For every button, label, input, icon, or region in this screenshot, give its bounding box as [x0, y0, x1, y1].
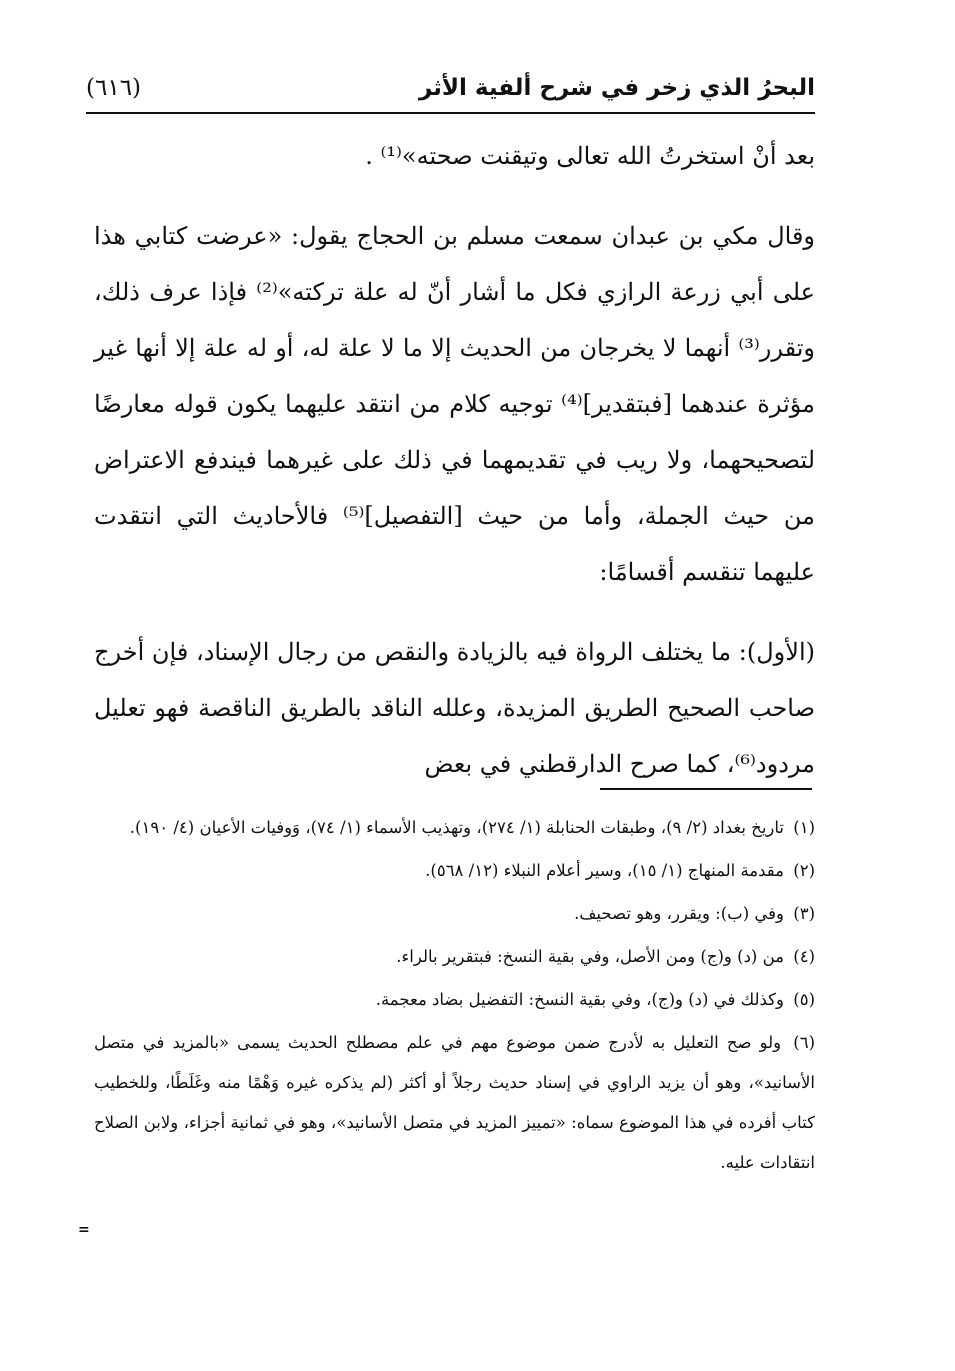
footnote-number: (٥)	[793, 990, 815, 1009]
footnote	[94, 1023, 815, 1183]
footnotes	[94, 808, 815, 1186]
footnote-number: (٦)	[793, 1033, 815, 1052]
paragraph: بعد أنْ استخرتُ الله تعالى وتيقنت صحته»⁽¹⁾ .	[365, 142, 815, 170]
paragraph: وقال مكي بن عبدان سمعت مسلم بن الحجاج يقول: «عرضت كتابي هذا على أبي زرعة الرازي فكل ما أشار أنّ له علة تركته»⁽²⁾ فإذا عرف ذلك، وتقرر⁽³⁾ أنهما لا يخرجان من الحديث إلا ما لا علة له، أو له علة إلا أنها غير مؤثرة عندهما [فبتقدير]⁽⁴⁾ توجيه كلام من انتقد عليهما يكون قوله معارضًا لتصحيحهما، ولا ريب في تقديمهما في ذلك على غيرهما فيندفع الاعتراض من حيث الجملة، وأما من حيث [التفصيل]⁽⁵⁾ فالأحاديث التي انتقدت عليهما تنقسم أقسامًا:	[94, 222, 816, 586]
footnote-text: تاريخ بغداد (٢/ ٩)، وطبقات الحنابلة (١/ ٢٧٤)، وتهذيب الأسماء (١/ ٧٤)، وَوفيات الأعيان (٤/ ١٩٠).	[129, 818, 784, 837]
running-title: البحرُ الذي زخر في شرح ألفية الأثر	[418, 75, 815, 101]
header-rule	[86, 112, 815, 114]
footnote-text: مقدمة المنهاج (١/ ١٥)، وسير أعلام النبلاء (١٢/ ٥٦٨).	[425, 861, 784, 880]
footnote-number: (٣)	[793, 904, 815, 923]
continuation-mark: =	[78, 1222, 90, 1238]
footnote-text: وكذلك في (د) و(ج)، وفي بقية النسخ: التفضيل بضاد معجمة.	[375, 990, 784, 1009]
footnote	[94, 808, 815, 848]
footnote-number: (٤)	[793, 947, 815, 966]
footnote-number: (١)	[793, 818, 815, 837]
footnote	[94, 894, 815, 934]
footnote-number: (٢)	[793, 861, 815, 880]
page-number: (٦١٦)	[86, 75, 142, 101]
main-text	[94, 128, 815, 792]
footnote	[94, 980, 815, 1020]
footnote	[94, 851, 815, 891]
page-header	[86, 70, 815, 106]
footnote-text: من (د) و(ج) ومن الأصل، وفي بقية النسخ: فبتقرير بالراء.	[396, 947, 784, 966]
footnote-text: وفي (ب): ويقرر، وهو تصحيف.	[574, 904, 784, 923]
paragraph: (الأول): ما يختلف الرواة فيه بالزيادة والنقص من رجال الإسناد، فإن أخرج صاحب الصحيح الطريق المزيدة، وعلله الناقد بالطريق الناقصة فهو تعليل مردود⁽⁶⁾، كما صرح الدارقطني في بعض	[94, 638, 815, 778]
footnote-separator	[600, 788, 812, 790]
footnote-text: ولو صح التعليل به لأدرج ضمن موضوع مهم في علم مصطلح الحديث يسمى «بالمزيد في متصل الأسانيد»، وهو أن يزيد الراوي في إسناد حديث رجلاً أو أكثر (لم يذكره غيره وَهْمًا منه وغَلَطًا، وللخطيب كتاب أفرده في هذا الموضوع سماه: «تمييز المزيد في متصل الأسانيد»، وهو في ثمانية أجزاء، ولابن الصلاح انتقادات عليه.	[94, 1033, 815, 1172]
footnote	[94, 937, 815, 977]
